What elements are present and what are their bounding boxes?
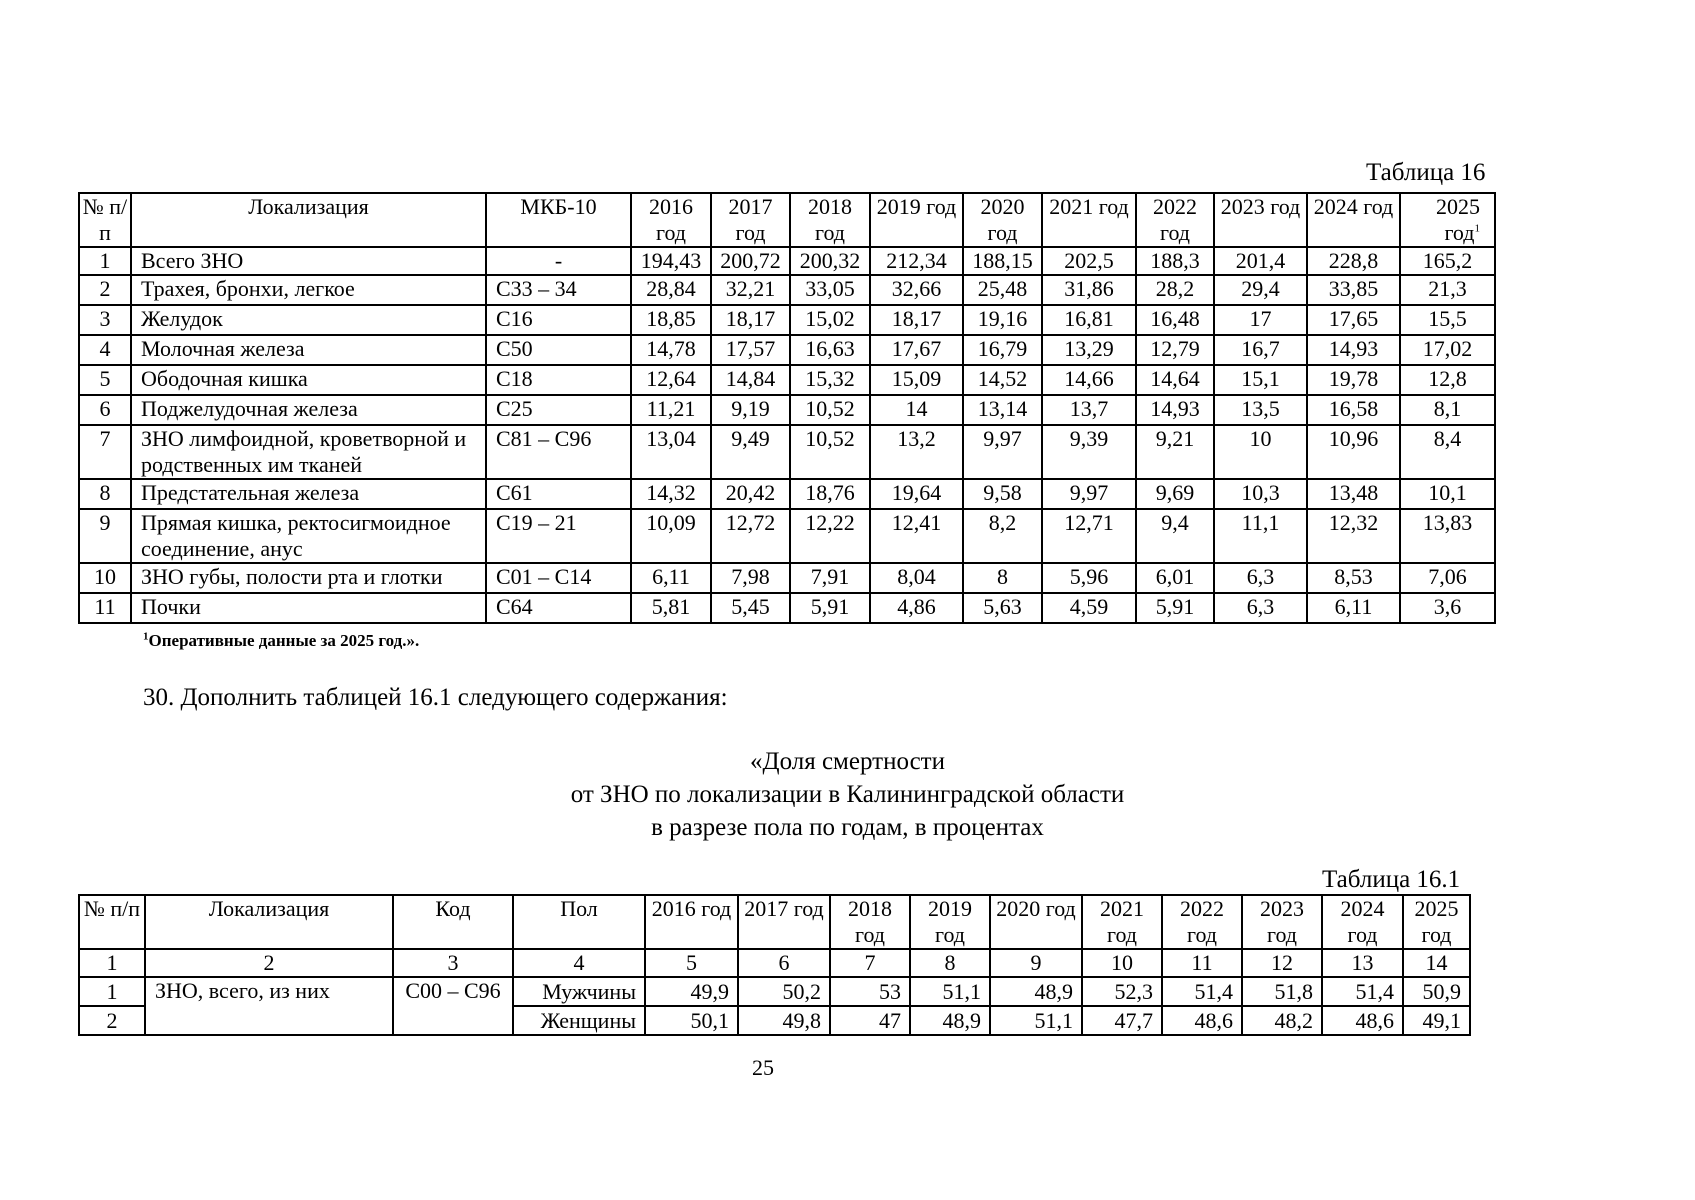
value-cell: 7,98 — [711, 563, 790, 593]
value-cell: 31,86 — [1042, 275, 1136, 305]
column-number: 7 — [830, 949, 910, 977]
value-cell: 3,6 — [1400, 593, 1495, 623]
table161-header-row — [79, 895, 1470, 949]
value-cell: 19,78 — [1307, 365, 1400, 395]
header-year: 2019 год — [870, 193, 963, 247]
value-cell: 201,4 — [1214, 247, 1307, 275]
value-cell: 9,49 — [711, 425, 790, 479]
localization-cell: Желудок — [131, 305, 486, 335]
value-cell: 188,15 — [963, 247, 1042, 275]
header-localization: Локализация — [145, 895, 393, 949]
row-number: 2 — [79, 275, 131, 305]
value-cell: 13,04 — [631, 425, 711, 479]
table-row — [79, 593, 1495, 623]
icd-cell: C19 – 21 — [486, 509, 631, 563]
table-row — [79, 275, 1495, 305]
header-year: 2021 год — [1082, 895, 1162, 949]
value-cell: 19,16 — [963, 305, 1042, 335]
header-year: 2016 год — [645, 895, 738, 949]
row-number: 4 — [79, 335, 131, 365]
page-number: 25 — [752, 1055, 774, 1080]
value-cell: 9,21 — [1136, 425, 1214, 479]
value-cell: 6,3 — [1214, 563, 1307, 593]
value-cell: 5,91 — [1136, 593, 1214, 623]
value-cell: 6,11 — [631, 563, 711, 593]
value-cell: 25,48 — [963, 275, 1042, 305]
sex-cell: Женщины — [513, 1006, 645, 1035]
value-cell: 10,3 — [1214, 479, 1307, 509]
value-cell: 200,32 — [790, 247, 870, 275]
column-number: 4 — [513, 949, 645, 977]
value-cell: 202,5 — [1042, 247, 1136, 275]
header-num: № п/п — [79, 895, 145, 949]
value-cell: 8,1 — [1400, 395, 1495, 425]
value-cell: 4,59 — [1042, 593, 1136, 623]
footnote-mark: 1 — [143, 630, 149, 643]
value-cell: 10,52 — [790, 395, 870, 425]
localization-cell: Трахея, бронхи, легкое — [131, 275, 486, 305]
header-code: Код — [393, 895, 513, 949]
value-cell: 16,81 — [1042, 305, 1136, 335]
header-sex: Пол — [513, 895, 645, 949]
value-cell: 17,65 — [1307, 305, 1400, 335]
column-number: 11 — [1162, 949, 1242, 977]
heading-line: «Доля смертности — [750, 748, 945, 775]
value-cell: 5,91 — [790, 593, 870, 623]
localization-cell: Почки — [131, 593, 486, 623]
footnote-mark: 1 — [1474, 222, 1480, 235]
value-cell: 11,21 — [631, 395, 711, 425]
value-cell: 5,63 — [963, 593, 1042, 623]
table-row — [79, 365, 1495, 395]
value-cell: 13,2 — [870, 425, 963, 479]
localization-cell: Ободочная кишка — [131, 365, 486, 395]
value-cell: 5,96 — [1042, 563, 1136, 593]
value-cell: 6,3 — [1214, 593, 1307, 623]
header-localization: Локализация — [131, 193, 486, 247]
row-number: 5 — [79, 365, 131, 395]
footnote-text: Оперативные данные за 2025 год.». — [148, 631, 420, 650]
value-cell: 9,58 — [963, 479, 1042, 509]
value-cell: 16,7 — [1214, 335, 1307, 365]
value-cell: 9,69 — [1136, 479, 1214, 509]
header-year: 2020 год — [990, 895, 1082, 949]
header-year: 2023 год — [1214, 193, 1307, 247]
localization-cell: Прямая кишка, ректосигмоидное соединение, анус — [131, 509, 486, 563]
icd-cell: C01 – C14 — [486, 563, 631, 593]
value-cell: 49,9 — [645, 977, 738, 1006]
value-cell: 6,01 — [1136, 563, 1214, 593]
table16-caption: Таблица 16 — [1366, 159, 1486, 186]
value-cell: 49,8 — [738, 1006, 830, 1035]
icd-cell: C81 – C96 — [486, 425, 631, 479]
value-cell: 7,06 — [1400, 563, 1495, 593]
header-year: 2018 год — [790, 193, 870, 247]
header-year: 2020 год — [963, 193, 1042, 247]
localization-cell: Всего ЗНО — [131, 247, 486, 275]
localization-cell: Поджелудочная железа — [131, 395, 486, 425]
table16-footnote — [143, 631, 419, 651]
table-row — [79, 335, 1495, 365]
value-cell: 50,1 — [645, 1006, 738, 1035]
value-cell: 9,97 — [1042, 479, 1136, 509]
row-number: 1 — [79, 977, 145, 1006]
header-year: 2025 год — [1403, 895, 1470, 949]
row-number: 6 — [79, 395, 131, 425]
column-number: 12 — [1242, 949, 1322, 977]
sex-cell: Мужчины — [513, 977, 645, 1006]
value-cell: 13,7 — [1042, 395, 1136, 425]
value-cell: 53 — [830, 977, 910, 1006]
value-cell: 8,2 — [963, 509, 1042, 563]
value-cell: 13,14 — [963, 395, 1042, 425]
value-cell: 47 — [830, 1006, 910, 1035]
value-cell: 13,5 — [1214, 395, 1307, 425]
value-cell: 17 — [1214, 305, 1307, 335]
value-cell: 10,09 — [631, 509, 711, 563]
column-number: 6 — [738, 949, 830, 977]
value-cell: 12,64 — [631, 365, 711, 395]
value-cell: 16,48 — [1136, 305, 1214, 335]
value-cell: 16,58 — [1307, 395, 1400, 425]
value-cell: 33,85 — [1307, 275, 1400, 305]
value-cell: 12,8 — [1400, 365, 1495, 395]
value-cell: 212,34 — [870, 247, 963, 275]
header-num: № п/п — [79, 193, 131, 247]
value-cell: 51,4 — [1162, 977, 1242, 1006]
column-number: 5 — [645, 949, 738, 977]
table-row — [79, 305, 1495, 335]
table161 — [78, 894, 1471, 1036]
row-number: 8 — [79, 479, 131, 509]
header-year: 2022 год — [1136, 193, 1214, 247]
value-cell: 17,57 — [711, 335, 790, 365]
value-cell: 8,04 — [870, 563, 963, 593]
table-row — [79, 563, 1495, 593]
row-number: 2 — [79, 1006, 145, 1035]
value-cell: 9,39 — [1042, 425, 1136, 479]
localization-cell: Молочная железа — [131, 335, 486, 365]
row-number: 11 — [79, 593, 131, 623]
header-year: 2024 год — [1307, 193, 1400, 247]
value-cell: 9,4 — [1136, 509, 1214, 563]
value-cell: 50,9 — [1403, 977, 1470, 1006]
column-number: 2 — [145, 949, 393, 977]
icd-cell: C61 — [486, 479, 631, 509]
table-row — [79, 247, 1495, 275]
localization-cell: ЗНО, всего, из них — [145, 977, 393, 1035]
value-cell: 12,41 — [870, 509, 963, 563]
header-year: 2021 год — [1042, 193, 1136, 247]
value-cell: 228,8 — [1307, 247, 1400, 275]
value-cell: 15,02 — [790, 305, 870, 335]
value-cell: 15,32 — [790, 365, 870, 395]
value-cell: 48,6 — [1322, 1006, 1403, 1035]
value-cell: 10,96 — [1307, 425, 1400, 479]
table-row — [79, 395, 1495, 425]
header-icd10: МКБ-10 — [486, 193, 631, 247]
value-cell: 5,45 — [711, 593, 790, 623]
icd-cell: C50 — [486, 335, 631, 365]
icd-cell: C33 – 34 — [486, 275, 631, 305]
value-cell: 21,3 — [1400, 275, 1495, 305]
value-cell: 50,2 — [738, 977, 830, 1006]
value-cell: 13,83 — [1400, 509, 1495, 563]
value-cell: 51,8 — [1242, 977, 1322, 1006]
value-cell: 9,19 — [711, 395, 790, 425]
column-number: 9 — [990, 949, 1082, 977]
value-cell: 10 — [1214, 425, 1307, 479]
value-cell: 48,9 — [990, 977, 1082, 1006]
value-cell: 32,21 — [711, 275, 790, 305]
value-cell: 51,1 — [990, 1006, 1082, 1035]
value-cell: 18,17 — [711, 305, 790, 335]
value-cell: 14,52 — [963, 365, 1042, 395]
table-row — [79, 977, 1470, 1006]
icd-cell: - — [486, 247, 631, 275]
value-cell: 15,5 — [1400, 305, 1495, 335]
value-cell: 18,76 — [790, 479, 870, 509]
value-cell: 14,32 — [631, 479, 711, 509]
value-cell: 20,42 — [711, 479, 790, 509]
value-cell: 15,09 — [870, 365, 963, 395]
value-cell: 10,52 — [790, 425, 870, 479]
column-number: 8 — [910, 949, 990, 977]
value-cell: 11,1 — [1214, 509, 1307, 563]
row-number: 7 — [79, 425, 131, 479]
value-cell: 12,71 — [1042, 509, 1136, 563]
value-cell: 14,66 — [1042, 365, 1136, 395]
value-cell: 8,53 — [1307, 563, 1400, 593]
value-cell: 12,32 — [1307, 509, 1400, 563]
value-cell: 17,02 — [1400, 335, 1495, 365]
header-year-footnoted — [1400, 193, 1495, 247]
value-cell: 49,1 — [1403, 1006, 1470, 1035]
amendment-paragraph: 30. Дополнить таблицей 16.1 следующего содержания: — [143, 684, 728, 711]
value-cell: 6,11 — [1307, 593, 1400, 623]
localization-cell: ЗНО лимфоидной, кроветворной и родственных им тканей — [131, 425, 486, 479]
value-cell: 28,84 — [631, 275, 711, 305]
value-cell: 14,64 — [1136, 365, 1214, 395]
value-cell: 188,3 — [1136, 247, 1214, 275]
value-cell: 15,1 — [1214, 365, 1307, 395]
column-number: 13 — [1322, 949, 1403, 977]
value-cell: 5,81 — [631, 593, 711, 623]
heading-line: в разрезе пола по годам, в процентах — [651, 814, 1044, 841]
column-number: 10 — [1082, 949, 1162, 977]
column-number-row — [79, 949, 1470, 977]
localization-cell: ЗНО губы, полости рта и глотки — [131, 563, 486, 593]
header-year: 2016 год — [631, 193, 711, 247]
value-cell: 12,22 — [790, 509, 870, 563]
value-cell: 14 — [870, 395, 963, 425]
table161-heading — [0, 745, 1695, 844]
table-row — [79, 425, 1495, 479]
value-cell: 200,72 — [711, 247, 790, 275]
heading-line: от ЗНО по локализации в Калининградской области — [570, 781, 1125, 808]
icd-cell: C64 — [486, 593, 631, 623]
value-cell: 18,85 — [631, 305, 711, 335]
value-cell: 13,48 — [1307, 479, 1400, 509]
column-number: 14 — [1403, 949, 1470, 977]
header-year: 2024 год — [1322, 895, 1403, 949]
code-cell: C00 – C96 — [393, 977, 513, 1035]
value-cell: 14,93 — [1307, 335, 1400, 365]
value-cell: 14,93 — [1136, 395, 1214, 425]
header-year: 2019 год — [910, 895, 990, 949]
header-year: 2018 год — [830, 895, 910, 949]
header-year-text: 2025 год — [1436, 194, 1480, 245]
row-number: 3 — [79, 305, 131, 335]
value-cell: 8 — [963, 563, 1042, 593]
value-cell: 18,17 — [870, 305, 963, 335]
column-number: 3 — [393, 949, 513, 977]
table16-header-row — [79, 193, 1495, 247]
value-cell: 12,79 — [1136, 335, 1214, 365]
column-number: 1 — [79, 949, 145, 977]
value-cell: 48,2 — [1242, 1006, 1322, 1035]
value-cell: 13,29 — [1042, 335, 1136, 365]
value-cell: 9,97 — [963, 425, 1042, 479]
value-cell: 29,4 — [1214, 275, 1307, 305]
value-cell: 8,4 — [1400, 425, 1495, 479]
table16 — [78, 192, 1496, 624]
value-cell: 19,64 — [870, 479, 963, 509]
value-cell: 51,4 — [1322, 977, 1403, 1006]
value-cell: 12,72 — [711, 509, 790, 563]
value-cell: 47,7 — [1082, 1006, 1162, 1035]
value-cell: 51,1 — [910, 977, 990, 1006]
row-number: 1 — [79, 247, 131, 275]
value-cell: 10,1 — [1400, 479, 1495, 509]
value-cell: 48,6 — [1162, 1006, 1242, 1035]
value-cell: 17,67 — [870, 335, 963, 365]
row-number: 9 — [79, 509, 131, 563]
icd-cell: C18 — [486, 365, 631, 395]
value-cell: 165,2 — [1400, 247, 1495, 275]
value-cell: 48,9 — [910, 1006, 990, 1035]
value-cell: 4,86 — [870, 593, 963, 623]
value-cell: 14,78 — [631, 335, 711, 365]
header-year: 2017 год — [711, 193, 790, 247]
header-year: 2022 год — [1162, 895, 1242, 949]
value-cell: 7,91 — [790, 563, 870, 593]
table-row — [79, 479, 1495, 509]
value-cell: 16,79 — [963, 335, 1042, 365]
value-cell: 14,84 — [711, 365, 790, 395]
row-number: 10 — [79, 563, 131, 593]
value-cell: 52,3 — [1082, 977, 1162, 1006]
icd-cell: C16 — [486, 305, 631, 335]
value-cell: 194,43 — [631, 247, 711, 275]
value-cell: 16,63 — [790, 335, 870, 365]
table161-caption: Таблица 16.1 — [1322, 866, 1461, 893]
table-row — [79, 509, 1495, 563]
header-year: 2017 год — [738, 895, 830, 949]
value-cell: 33,05 — [790, 275, 870, 305]
value-cell: 32,66 — [870, 275, 963, 305]
localization-cell: Предстательная железа — [131, 479, 486, 509]
header-year: 2023 год — [1242, 895, 1322, 949]
value-cell: 28,2 — [1136, 275, 1214, 305]
icd-cell: C25 — [486, 395, 631, 425]
